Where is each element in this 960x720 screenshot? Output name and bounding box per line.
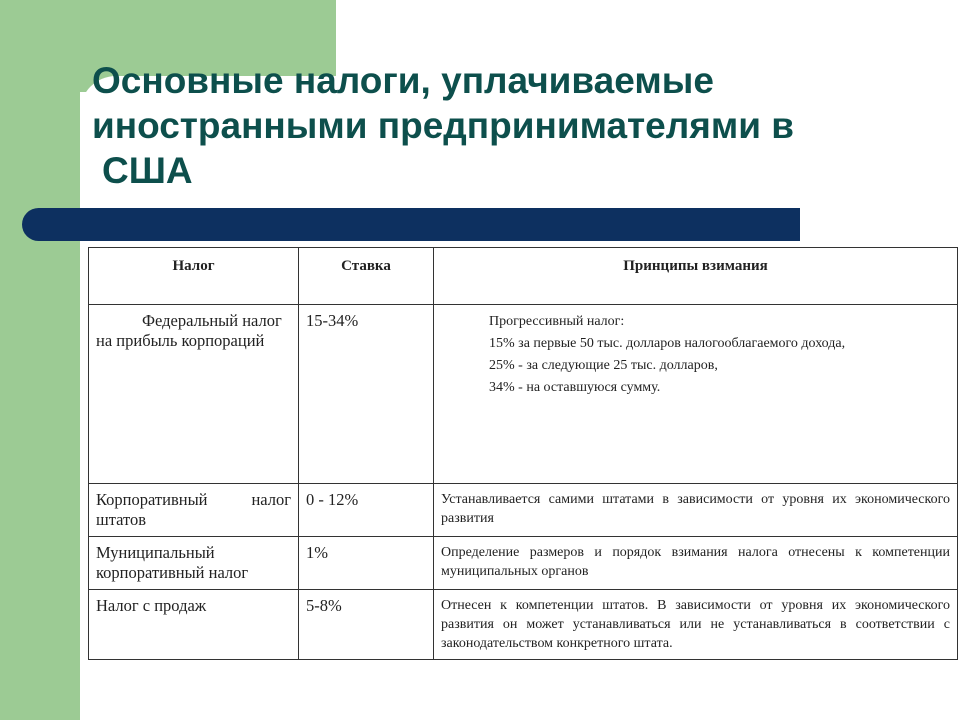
tax-name-cell: Муниципальный корпоративный налог bbox=[89, 537, 299, 590]
rate-cell: 0 - 12% bbox=[299, 484, 434, 537]
table-row bbox=[89, 484, 958, 537]
tax-name: Федеральный налог на прибыль корпораций bbox=[96, 311, 282, 350]
title-line-3: США bbox=[102, 150, 193, 191]
green-side-strip bbox=[0, 0, 80, 720]
rate-cell: 1% bbox=[299, 537, 434, 590]
tax-name-cell bbox=[89, 305, 299, 484]
header-tax: Налог bbox=[89, 248, 299, 305]
principle-line: 15% за первые 50 тыс. долларов налогооблагаемого дохода, bbox=[489, 336, 846, 351]
title-underline-bar bbox=[22, 208, 800, 241]
header-rate: Ставка bbox=[299, 248, 434, 305]
tax-table bbox=[88, 247, 958, 660]
title-line-2: иностранными предпринимателями в bbox=[92, 105, 794, 146]
principle-line: 34% - на оставшуюся сумму. bbox=[489, 380, 661, 395]
principle-line: 25% - за следующие 25 тыс. долларов, bbox=[489, 358, 718, 373]
tax-name-cell: Налог с продаж bbox=[89, 590, 299, 660]
rate-cell: 5-8% bbox=[299, 590, 434, 660]
table-row bbox=[89, 305, 958, 484]
slide-title bbox=[92, 58, 932, 193]
rate-cell: 15-34% bbox=[299, 305, 434, 484]
principles-cell: Отнесен к компетенции штатов. В зависимости от уровня их экономического развития он может устанавливаться или не устанавливаться в соответствии с законодательством конкретного штата. bbox=[434, 590, 958, 660]
table-row bbox=[89, 537, 958, 590]
table-row bbox=[89, 590, 958, 660]
principles-cell bbox=[434, 305, 958, 484]
header-principles: Принципы взимания bbox=[434, 248, 958, 305]
principle-line: Прогрессивный налог: bbox=[489, 314, 625, 329]
principles-cell: Устанавливается самими штатами в зависимости от уровня их экономического развития bbox=[434, 484, 958, 537]
principles-cell: Определение размеров и порядок взимания налога отнесены к компетенции муниципальных органов bbox=[434, 537, 958, 590]
tax-name-cell: Корпоративный налог штатов bbox=[89, 484, 299, 537]
table-header-row bbox=[89, 248, 958, 305]
title-line-1: Основные налоги, уплачиваемые bbox=[92, 60, 714, 101]
